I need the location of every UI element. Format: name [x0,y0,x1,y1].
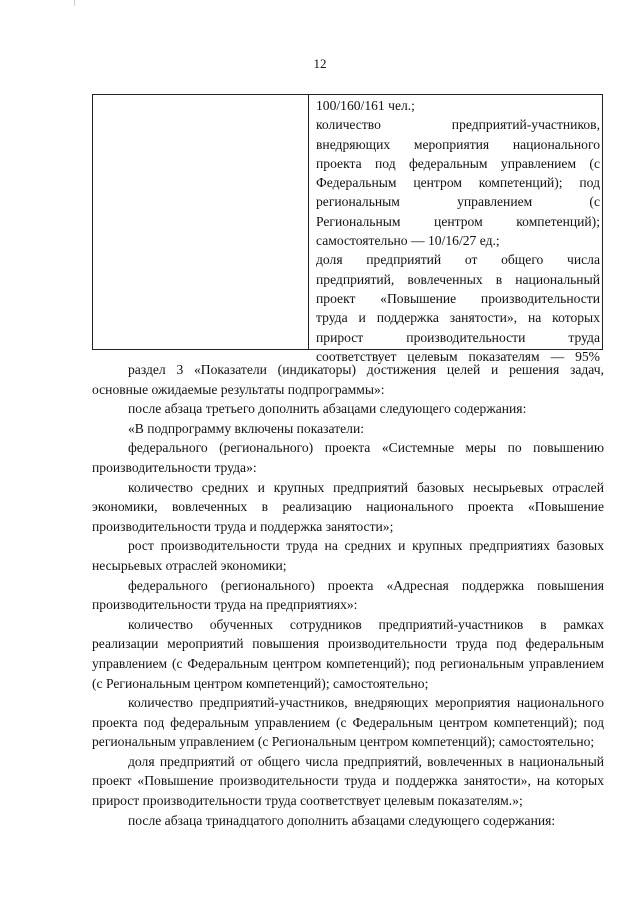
table-line: количество предприятий-участников, [316,117,600,133]
paragraph: количество предприятий-участников, внедряющих мероприятия национального проекта под федеральным управлением (с Федеральным центром компетенций); под региональным управлением (с Региональным центром компетенций); самостоятельно; [92,695,604,750]
paragraph: рост производительности труда на средних и крупных предприятиях базовых несырьевых отраслей экономики; [92,538,604,573]
paragraph: количество средних и крупных предприятий базовых несырьевых отраслей экономики, вовлеченных в реализацию национального проекта «Повышение производительности труда и поддержка занятости»; [92,479,604,534]
paragraph: раздел 3 «Показатели (индикаторы) достижения целей и решения задач, основные ожидаемые результаты подпрограммы»: [92,362,604,397]
page-number: 12 [313,56,327,71]
table-line: Федеральным центром компетенций); под [316,175,600,191]
table-cell-right [316,96,600,366]
table-cell-left [93,95,308,349]
table-line: региональным управлением (с [316,194,600,210]
table-line: 100/160/161 чел.; [316,98,415,113]
table-line: проекта под федеральным управлением (с [316,155,600,171]
paragraph: после абзаца третьего дополнить абзацами следующего содержания: [128,401,527,417]
table-line: прирост производительности труда [316,329,600,345]
table-line: доля предприятий от общего числа [316,252,600,268]
table-line: Региональным центром компетенций); [316,213,600,229]
paragraph: доля предприятий от общего числа предприятий, вовлеченных в национальный проект «Повышение производительности труда и поддержка занятости», на которых прирост производительности труда соответствует целевым показателям.»; [92,753,604,809]
paragraph: количество обученных сотрудников предприятий-участников в рамках реализации мероприятий повышения производительности труда под федеральным управлением (с Федеральным центром компетенций); под региональным управлением (с Региональным центром компетенций); самостоятельно; [92,616,604,691]
table-divider [308,95,309,349]
paragraph: «В подпрограмму включены показатели: [128,420,365,436]
paragraph: федерального (регионального) проекта «Адресная поддержка повышения производительности труда на предприятиях»: [92,577,604,613]
indicator-table [92,94,603,364]
paragraph: после абзаца тринадцатого дополнить абзацами следующего содержания: [128,812,556,828]
table-line: соответствует целевым показателям — 95% [316,348,600,364]
table-line: предприятий, вовлеченных в национальный [316,271,600,287]
scan-mark [74,0,75,6]
document-body [92,360,604,830]
table-line: проект «Повышение производительности [316,290,600,306]
paragraph: федерального (регионального) проекта «Системные меры по повышению производительности труда»: [92,440,604,475]
table-line: самостоятельно — 10/16/27 ед.; [316,233,500,249]
table-line: внедряющих мероприятия национального [316,136,600,152]
table-line: труда и поддержка занятости», на которых [316,310,600,326]
